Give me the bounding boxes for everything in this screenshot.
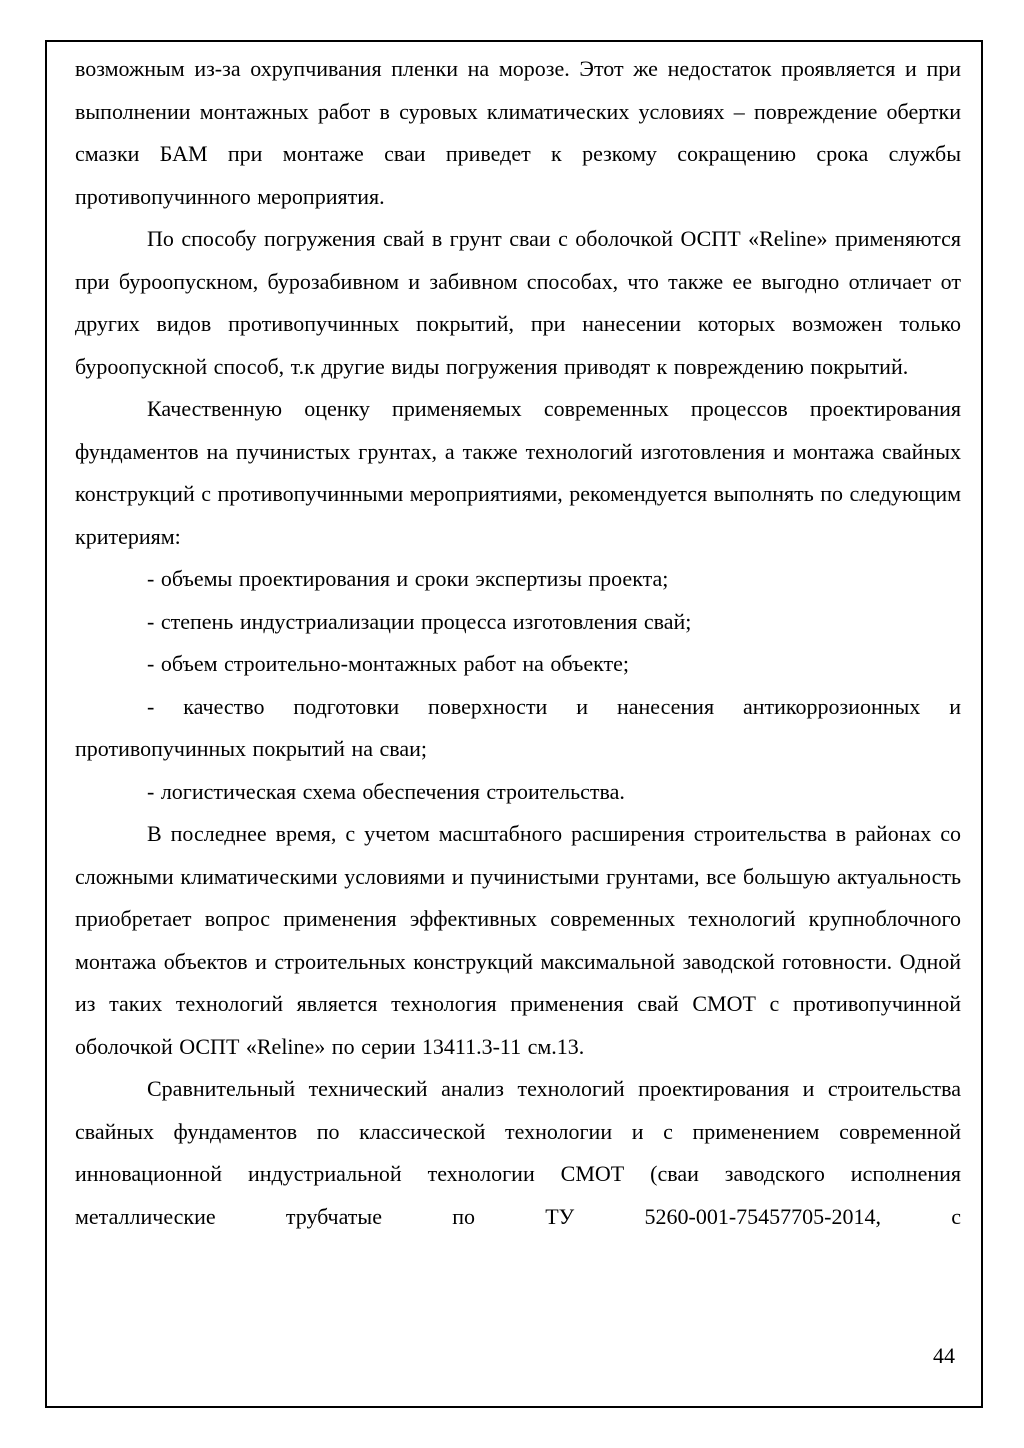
paragraph: возможным из-за охрупчивания пленки на морозе. Этот же недостаток проявляется и при выполнении монтажных работ в суровых климатических условиях – повреждение обертки смазки БАМ при монтаже сваи приведет к резкому сокращению срока службы противопучинного мероприятия. <box>75 56 961 209</box>
list-item: - степень индустриализации процесса изготовления свай; <box>147 608 692 634</box>
paragraph: Качественную оценку применяемых современных процессов проектирования фундаментов на пучинистых грунтах, а также технологий изготовления и монтажа свайных конструкций с противопучинными мероприятиями, рекомендуется выполнять по следующим критериям: <box>75 396 962 549</box>
list-item: - качество подготовки поверхности и нанесения антикоррозионных и противопучинных покрытий на сваи; <box>75 693 961 761</box>
page-number: 44 <box>933 1343 955 1368</box>
list-item: - логистическая схема обеспечения строительства. <box>147 778 625 804</box>
paragraph: По способу погружения свай в грунт сваи с оболочкой ОСПТ «Reline» применяются при буроопускном, бурозабивном и забивном способах, что также ее выгодно отличает от других видов противопучинных покрытий, при нанесении которых возможен только буроопускной способ, т.к другие виды погружения приводят к повреждению покрытий. <box>75 226 961 379</box>
list-item: - объемы проектирования и сроки экспертизы проекта; <box>147 566 669 591</box>
text-content <box>75 48 961 1238</box>
list-item: - объем строительно-монтажных работ на объекте; <box>147 651 630 676</box>
page-border-frame <box>45 40 983 1408</box>
paragraph: Сравнительный технический анализ технологий проектирования и строительства свайных фундаментов по классической технологии и с применением современной инновационной индустриальной технологии СМОТ (сваи заводского исполнения металлические трубчатые по ТУ 5260-001-75457705-2014, с <box>75 1076 961 1229</box>
paragraph: В последнее время, с учетом масштабного расширения строительства в районах со сложными климатическими условиями и пучинистыми грунтами, все большую актуальность приобретает вопрос применения эффективных современных технологий крупноблочного монтажа объектов и строительных конструкций максимальной заводской готовности. Одной из таких технологий является технология применения свай СМОТ с противопучинной оболочкой ОСПТ «Reline» по серии 13411.3-11 см.13. <box>75 821 961 1059</box>
